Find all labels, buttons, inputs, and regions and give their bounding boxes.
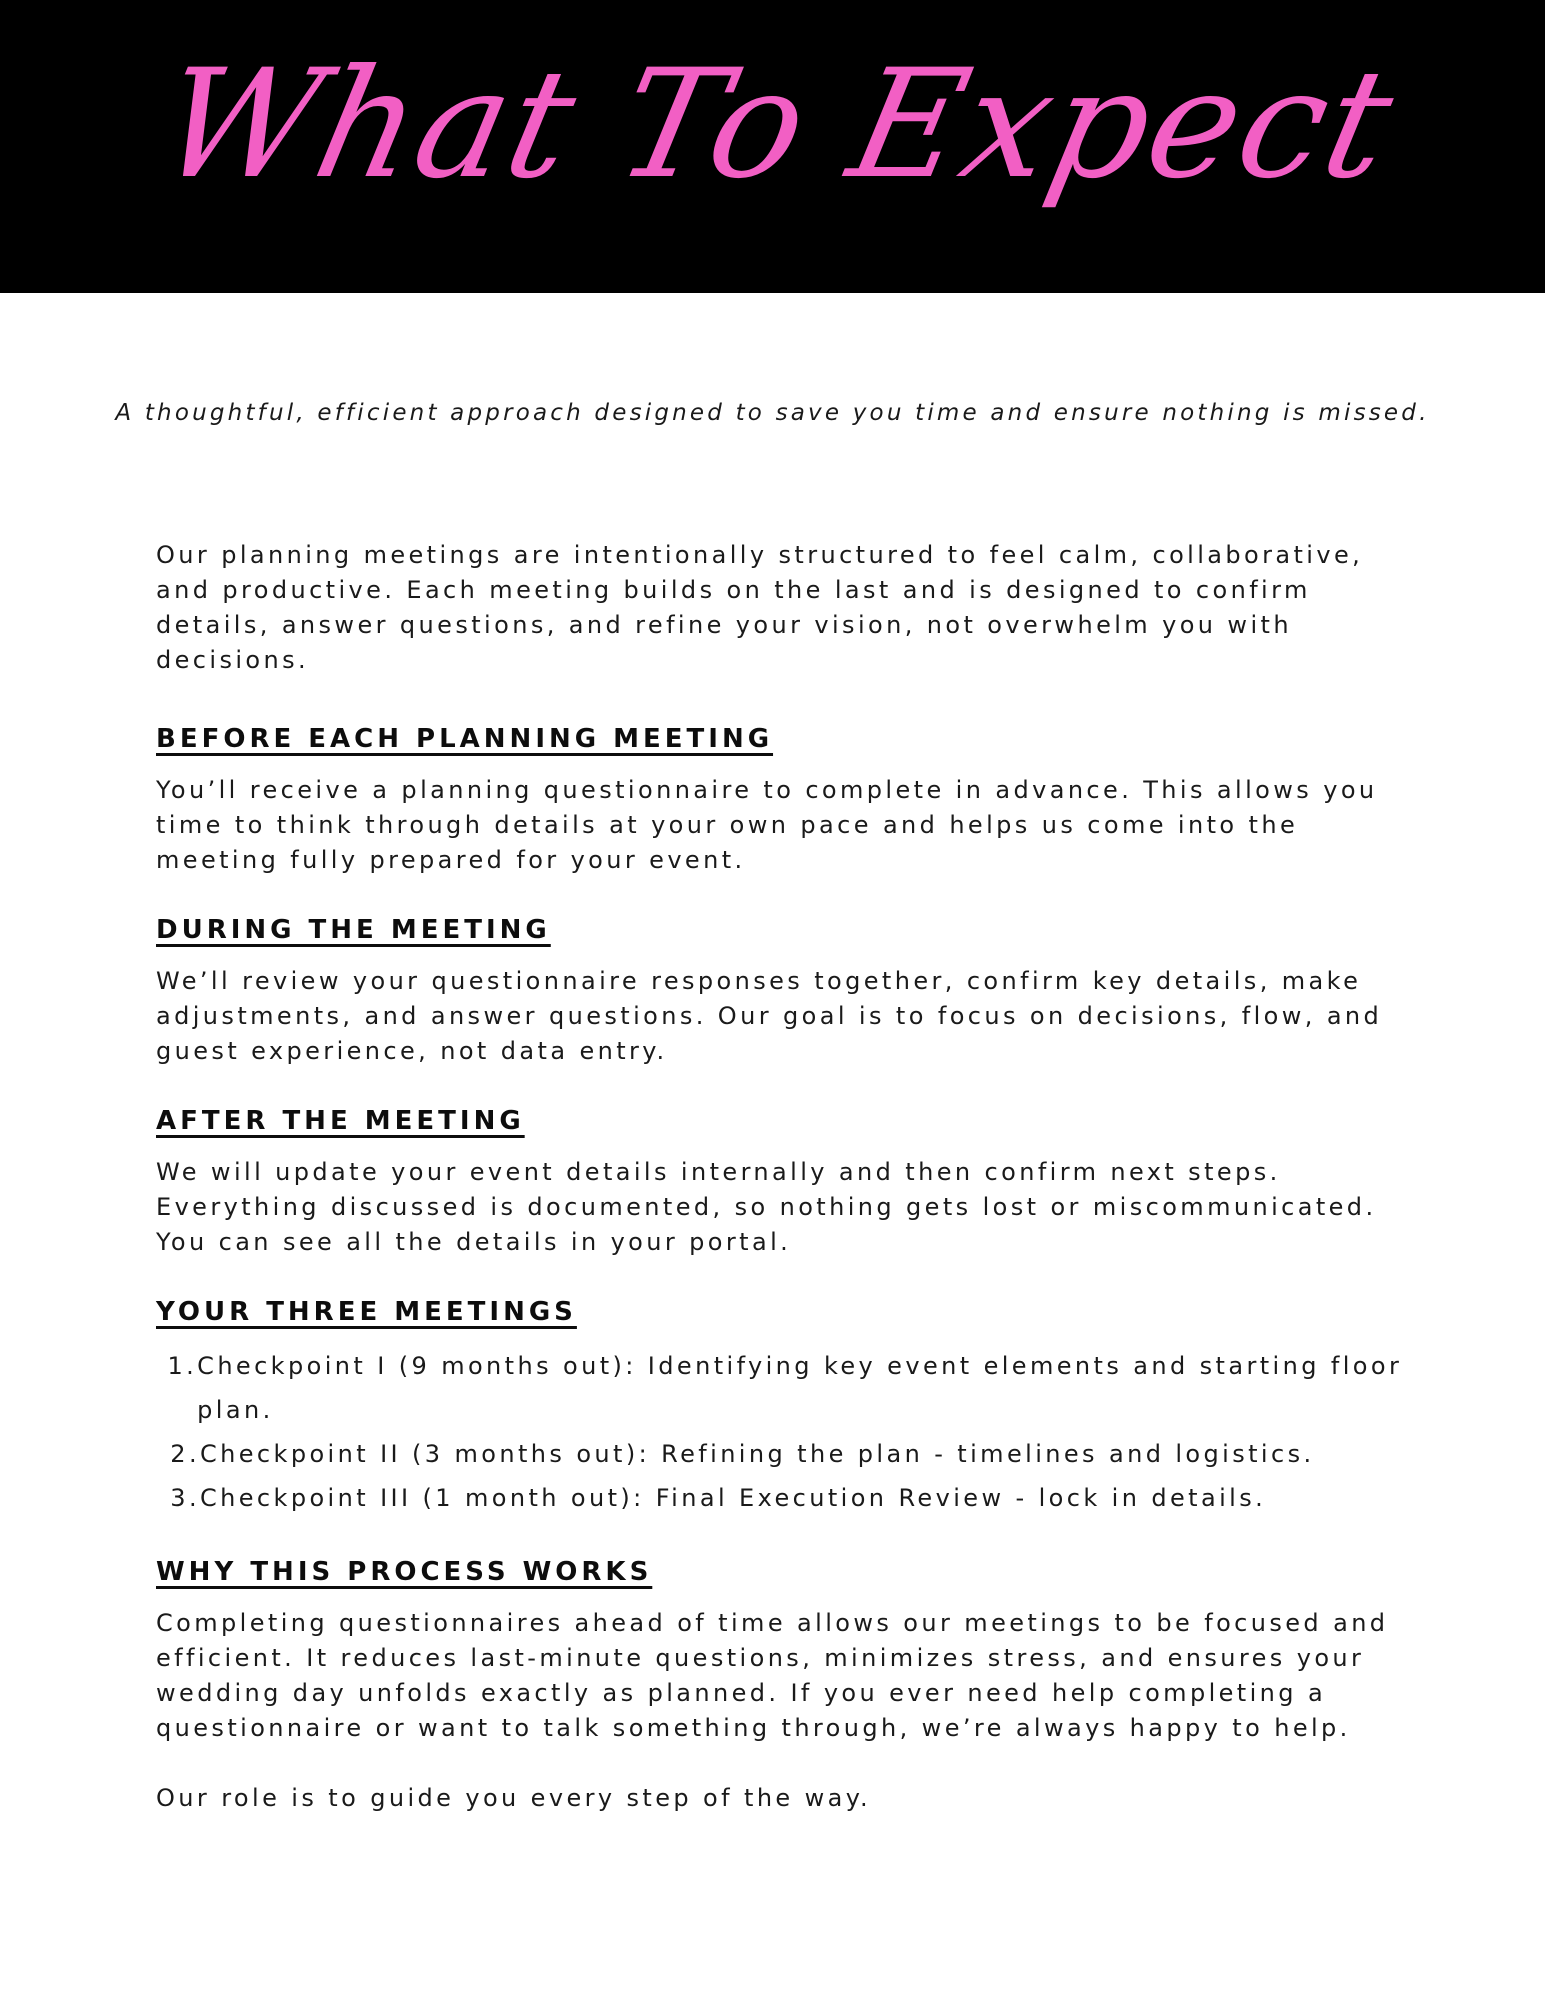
closing-line: Our role is to guide you every step of the way. [156,1784,871,1812]
section-heading-before-meeting: BEFORE EACH PLANNING MEETING [156,724,774,754]
list-item-number: 3. [170,1484,200,1512]
main-content [156,538,1406,1816]
list-item [156,1344,1406,1432]
section-body-why-process-works: Completing questionnaires ahead of time allows our meetings to be focused and efficient. It reduces last-minute questions, minimizes stress, and ensures your wedding day unfolds exactly as planned. If you ever need help completing a questionnaire or want to talk something through, we’re always happy to help. [156,1609,1389,1742]
meetings-list [156,1344,1406,1520]
section-heading-three-meetings: YOUR THREE MEETINGS [156,1297,577,1327]
intro-paragraph: Our planning meetings are intentionally structured to feel calm, collaborative, and productive. Each meeting builds on the last and is designed to confirm details, answer questions, and refine your vision, not overwhelm you with decisions. [156,541,1364,674]
tagline: A thoughtful, efficient approach designed to save you time and ensure nothing is missed. [115,400,1430,426]
section-heading-after-meeting: AFTER THE MEETING [156,1106,525,1136]
list-item-number: 2. [170,1440,200,1468]
list-item-text: Checkpoint I (9 months out): Identifying key event elements and starting floor plan. [197,1352,1403,1424]
list-item [156,1476,1406,1520]
list-item [156,1432,1406,1476]
section-body-during-meeting: We’ll review your questionnaire responses together, confirm key details, make adjustments, and answer questions. Our goal is to focus on decisions, flow, and guest experience, not data entry. [156,967,1383,1065]
list-item-text: Checkpoint III (1 month out): Final Execution Review - lock in details. [200,1484,1267,1512]
page-title: What To Expect [145,38,1409,212]
list-item-text: Checkpoint II (3 months out): Refining the plan - timelines and logistics. [200,1440,1315,1468]
section-heading-why-process-works: WHY THIS PROCESS WORKS [156,1557,653,1587]
section-heading-during-meeting: DURING THE MEETING [156,915,551,945]
section-body-before-meeting: You’ll receive a planning questionnaire to complete in advance. This allows you time to think through details at your own pace and helps us come into the meeting fully prepared for your event. [156,776,1378,874]
list-item-number: 1. [167,1352,198,1380]
section-body-after-meeting: We will update your event details internally and then confirm next steps. Everything discussed is documented, so nothing gets lost or miscommunicated. You can see all the details in your portal. [156,1158,1377,1256]
